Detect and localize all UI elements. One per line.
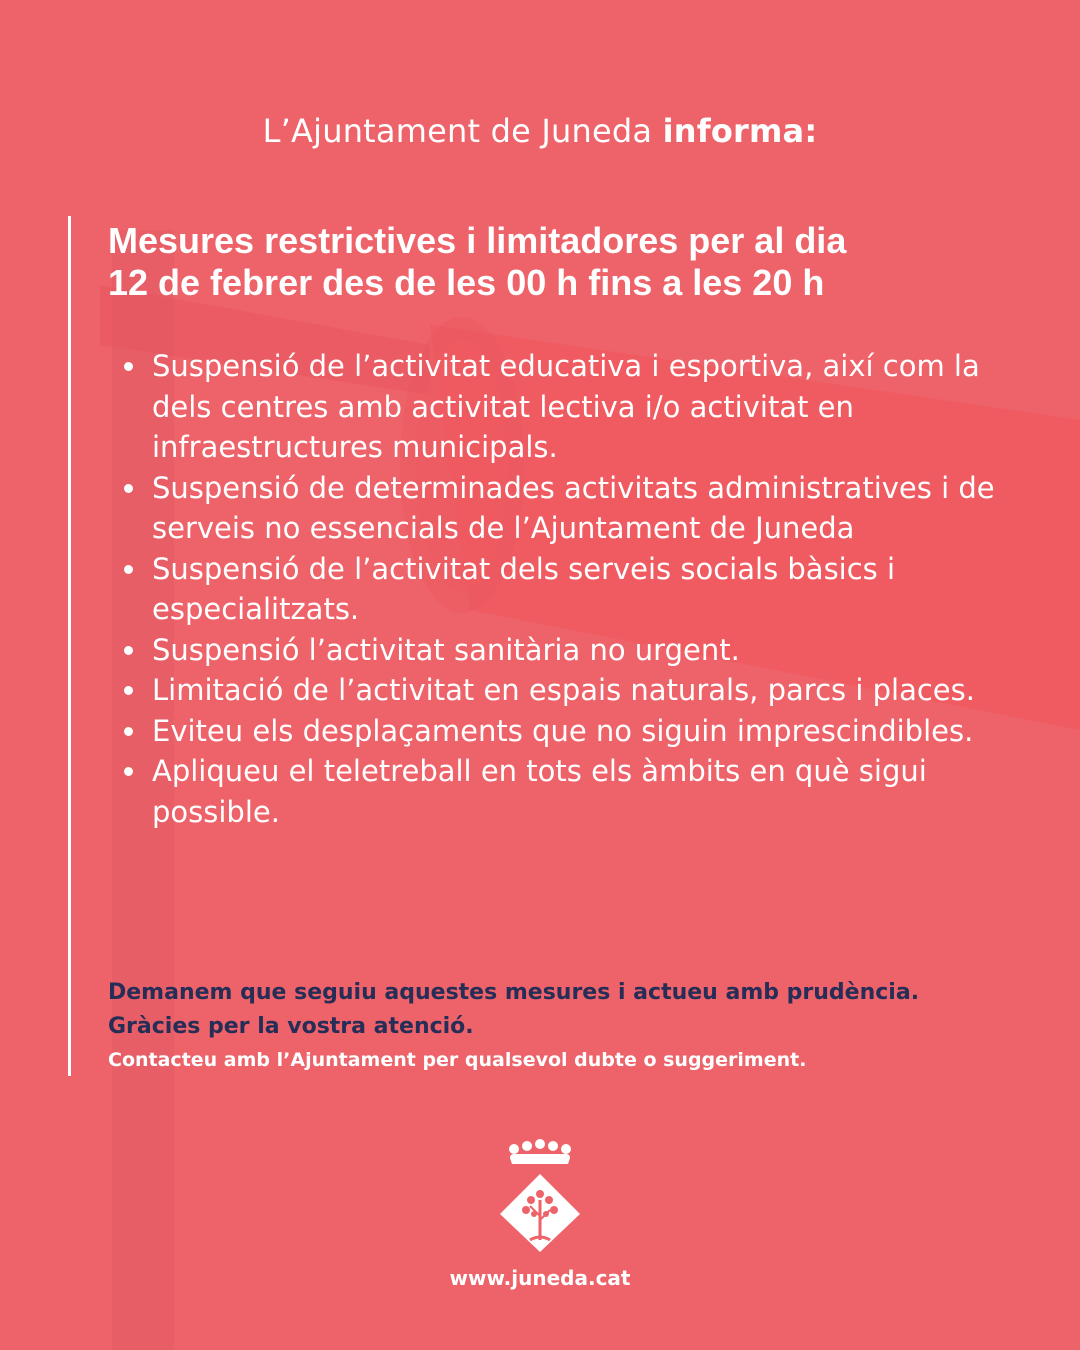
measure-item: Suspensió de l’activitat dels serveis socials bàsics i especialitzats.	[110, 549, 1010, 630]
vertical-divider	[68, 216, 71, 1076]
closing-message	[108, 976, 1048, 1074]
measure-item: Limitació de l’activitat en espais naturals, parcs i places.	[110, 670, 1010, 711]
website-link[interactable]: www.juneda.cat	[449, 1266, 631, 1290]
header	[0, 112, 1080, 150]
measures-list	[110, 346, 1010, 832]
crest-icon	[498, 1134, 582, 1252]
measure-item: Eviteu els desplaçaments que no siguin imprescindibles.	[110, 711, 1010, 752]
title-line-2: 12 de febrer des de les 00 h fins a les 20 h	[108, 262, 825, 303]
closing-contact: Contacteu amb l’Ajuntament per qualsevol dubte o suggeriment.	[108, 1049, 807, 1071]
header-emphasis: informa:	[662, 112, 818, 150]
page-title	[108, 220, 1008, 304]
closing-request: Demanem que seguiu aquestes mesures i actueu amb prudència.	[108, 980, 920, 1005]
closing-thanks: Gràcies per la vostra atenció.	[108, 1014, 474, 1039]
measure-item: Suspensió l’activitat sanitària no urgent.	[110, 630, 1010, 671]
title-line-1: Mesures restrictives i limitadores per al dia	[108, 220, 847, 261]
measure-item: Suspensió de l’activitat educativa i esportiva, així com la dels centres amb activitat lectiva i/o activitat en infraestructures municipals.	[110, 346, 1010, 468]
header-text: L’Ajuntament de Juneda	[262, 112, 653, 150]
measure-item: Apliqueu el teletreball en tots els àmbits en què sigui possible.	[110, 751, 1010, 832]
measure-item: Suspensió de determinades activitats administratives i de serveis no essencials de l’Ajuntament de Juneda	[110, 468, 1010, 549]
